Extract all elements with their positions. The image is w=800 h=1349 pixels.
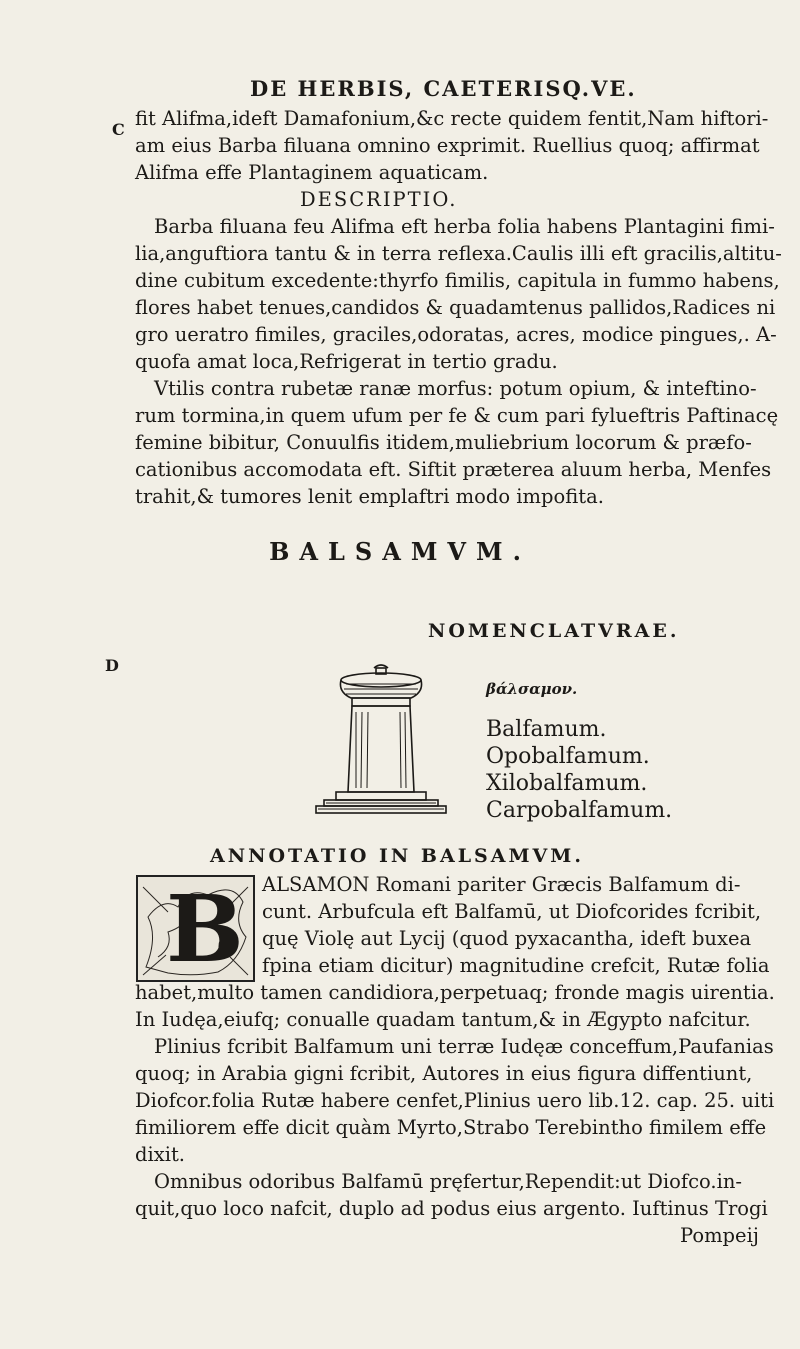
running-header: DE HERBIS, CAETERISQ.VE. [250, 76, 637, 101]
annotatio-line: quę Violę aut Lycij (quod pyxacantha, ideft buxea [262, 927, 752, 950]
descriptio-line: dine cubitum excedente:thyrfo fimilis, capitula in fummo habens, [135, 269, 780, 292]
name-item: Opobalfamum. [486, 744, 650, 769]
intro-line: Alifma effe Plantaginem aquaticam. [135, 161, 489, 184]
descriptio-line: lia,anguftiora tantu & in terra reflexa.Caulis illi eft gracilis,altitu- [135, 242, 782, 265]
descriptio-line: quofa amat loca,Refrigerat in tertio gradu. [135, 350, 558, 373]
margin-letter-d: D [105, 656, 119, 675]
decorated-initial [136, 875, 255, 982]
descriptio-line: Vtilis contra rubetæ ranæ morfus: potum opium, & inteftino- [154, 377, 757, 400]
initial-letter: B [166, 875, 244, 983]
margin-letter-c: C [112, 120, 125, 139]
nomenclaturae-heading: NOMENCLATVRAE. [428, 620, 680, 642]
descriptio-line: trahit,& tumores lenit emplaftri modo impofita. [135, 485, 604, 508]
name-item: Balfamum. [486, 717, 607, 742]
catchword: Pompeij [680, 1224, 759, 1247]
annotatio-line: quit,quo loco nafcit, duplo ad podus eius argento. Iuftinus Trogi [135, 1197, 768, 1220]
descriptio-heading: DESCRIPTIO. [300, 188, 458, 211]
descriptio-line: femine bibitur, Conuulfis itidem,muliebrium locorum & præfo- [135, 431, 752, 454]
annotatio-line: fimiliorem effe dicit quàm Myrto,Strabo Terebintho fimilem effe [135, 1116, 767, 1139]
annotatio-line: dixit. [135, 1143, 185, 1166]
annotatio-line: cunt. Arbufcula eft Balfamū, ut Diofcorides fcribit, [262, 900, 762, 923]
annotatio-line: Omnibus odoribus Balfamū pręfertur,Rependit:ut Diofco.in- [154, 1170, 743, 1193]
name-item: Carpobalfamum. [486, 798, 673, 823]
annotatio-line: fpina etiam dicitur) magnitudine crefcit, Rutæ folia [262, 954, 770, 977]
descriptio-line: rum tormina,in quem ufum per fe & cum pari fylueftris Paftinacę [135, 404, 779, 427]
descriptio-line: flores habet tenues,candidos & quadamtenus pallidos,Radices ni [135, 296, 776, 319]
annotatio-line: In Iudęa,eiufq; conualle quadam tantum,& in Ægypto nafcitur. [135, 1008, 751, 1031]
annotatio-line: habet,multo tamen candidiora,perpetuaq; fronde magis uirentia. [135, 981, 775, 1004]
annotatio-line: ALSAMON Romani pariter Græcis Balfamum di- [262, 873, 741, 896]
annotatio-line: quoq; in Arabia gigni fcribit, Autores in eius figura diffentiunt, [135, 1062, 753, 1085]
descriptio-line: Barba filuana feu Alifma eft herba folia habens Plantagini fimi- [154, 215, 775, 238]
greek-name: βάλσαμον. [486, 680, 578, 698]
intro-line: fit Alifma,ideft Damafonium,&c recte quidem fentit,Nam hiftori- [135, 107, 769, 130]
name-item: Xilobalfamum. [486, 771, 648, 796]
annotatio-heading: ANNOTATIO IN BALSAMVM. [210, 845, 584, 867]
descriptio-line: cationibus accomodata eft. Siftit præterea aluum herba, Menfes [135, 458, 772, 481]
intro-line: am eius Barba filuana omnino exprimit. Ruellius quoq; affirmat [135, 134, 760, 157]
annotatio-line: Plinius fcribit Balfamum uni terræ Iudęæ conceffum,Paufanias [154, 1035, 774, 1058]
annotatio-line: Diofcor.folia Rutæ habere cenfet,Plinius uero lib.12. cap. 25. uiti [135, 1089, 775, 1112]
balsam-vessel-illustration [306, 662, 456, 822]
descriptio-line: gro ueratro fimiles, graciles,odoratas, acres, modice pingues,. A- [135, 323, 777, 346]
balsamum-heading: BALSAMVM. [269, 537, 531, 566]
